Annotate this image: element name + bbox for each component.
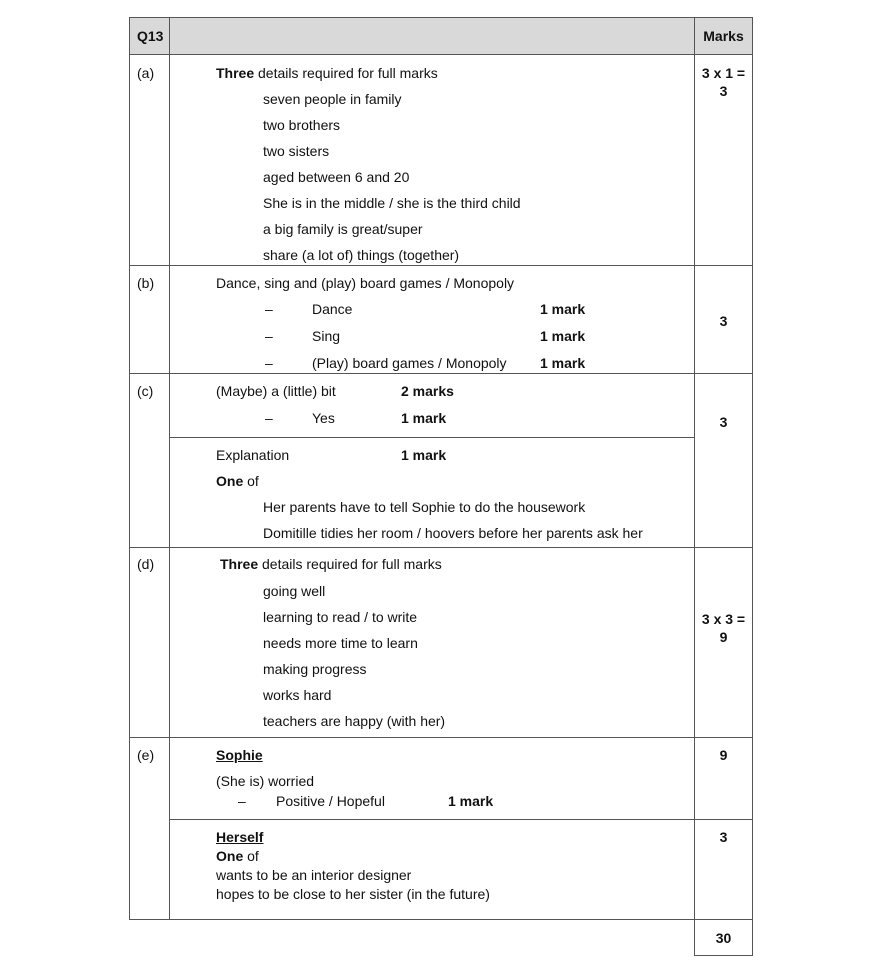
herself-heading: Herself	[216, 829, 264, 845]
table-border-right	[752, 17, 753, 956]
sub-mark: 1 mark	[540, 328, 586, 344]
sophie-heading: Sophie	[216, 747, 263, 763]
intro-emphasis: Three	[216, 65, 255, 81]
one-of-label	[216, 849, 259, 863]
sub-mark: 1 mark	[540, 301, 586, 317]
list-item: She is in the middle / she is the third child	[263, 195, 521, 211]
list-item: making progress	[263, 661, 367, 677]
sub-mark: 2 marks	[401, 383, 454, 399]
part-b-answer: Dance, sing and (play) board games / Monopoly	[216, 275, 515, 291]
marks-b: 3	[719, 313, 728, 329]
marks-a-line1: 3 x 1 =	[701, 65, 746, 81]
part-label-d: (d)	[137, 556, 155, 572]
part-d-intro	[220, 557, 442, 571]
marks-d-line1: 3 x 3 =	[701, 611, 746, 627]
list-item: Her parents have to tell Sophie to do the housework	[263, 499, 586, 515]
part-label-c: (c)	[137, 383, 154, 399]
row-divider	[129, 737, 753, 738]
list-item: needs more time to learn	[263, 635, 418, 651]
table-border-left	[129, 17, 130, 920]
column-divider-label	[169, 17, 170, 920]
sub-answer: Sing	[312, 328, 341, 344]
one-of-text: of	[243, 473, 259, 489]
dash-bullet: –	[265, 328, 273, 344]
row-divider	[129, 547, 753, 548]
part-label-e: (e)	[137, 747, 155, 763]
marks-a-line2: 3	[719, 83, 728, 99]
total-marks: 30	[715, 930, 732, 946]
row-divider	[129, 54, 753, 55]
total-box-bottom	[694, 955, 753, 956]
list-item: share (a lot of) things (together)	[263, 247, 460, 263]
sub-mark: 1 mark	[401, 410, 447, 426]
list-item: two brothers	[263, 117, 341, 133]
row-divider	[129, 373, 753, 374]
list-item: works hard	[263, 687, 332, 703]
dash-bullet: –	[265, 410, 273, 426]
list-item: two sisters	[263, 143, 330, 159]
row-divider	[129, 265, 753, 266]
sub-mark: 1 mark	[448, 793, 494, 809]
list-item: learning to read / to write	[263, 609, 418, 625]
marks-e-sophie: 9	[719, 747, 728, 763]
list-item: going well	[263, 583, 326, 599]
part-c-answer: (Maybe) a (little) bit	[216, 383, 336, 399]
sophie-answer: (She is) worried	[216, 773, 315, 789]
subrow-divider	[169, 819, 753, 820]
sub-answer: (Play) board games / Monopoly	[312, 355, 507, 371]
sub-mark: 1 mark	[401, 447, 447, 463]
intro-text: details required for full marks	[258, 556, 442, 572]
marks-d-line2: 9	[719, 629, 728, 645]
list-item: Domitille tidies her room / hoovers before her parents ask her	[263, 525, 643, 541]
column-divider-marks	[694, 17, 695, 956]
intro-emphasis: Three	[220, 556, 259, 572]
question-number: Q13	[137, 28, 164, 44]
dash-bullet: –	[265, 355, 273, 371]
table-border-bottom	[129, 919, 753, 920]
table-border-top	[129, 17, 753, 18]
list-item: wants to be an interior designer	[216, 867, 412, 883]
intro-text: details required for full marks	[254, 65, 438, 81]
marks-header: Marks	[703, 28, 744, 44]
dash-bullet: –	[238, 793, 246, 809]
list-item: teachers are happy (with her)	[263, 713, 446, 729]
list-item: aged between 6 and 20	[263, 169, 410, 185]
one-of-label	[216, 474, 259, 488]
sub-mark: 1 mark	[540, 355, 586, 371]
one-of-text: of	[243, 848, 259, 864]
sub-answer: Yes	[312, 410, 335, 426]
dash-bullet: –	[265, 301, 273, 317]
part-a-intro	[216, 66, 438, 80]
one-emphasis: One	[216, 848, 244, 864]
sub-answer: Positive / Hopeful	[276, 793, 385, 809]
subrow-divider	[169, 437, 695, 438]
one-emphasis: One	[216, 473, 244, 489]
marks-c: 3	[719, 414, 728, 430]
header-row	[130, 18, 752, 55]
marks-e-herself: 3	[719, 829, 728, 845]
explanation-label: Explanation	[216, 447, 290, 463]
list-item: hopes to be close to her sister (in the future)	[216, 886, 490, 902]
part-label-b: (b)	[137, 275, 155, 291]
list-item: a big family is great/super	[263, 221, 423, 237]
part-label-a: (a)	[137, 65, 155, 81]
sub-answer: Dance	[312, 301, 353, 317]
list-item: seven people in family	[263, 91, 402, 107]
